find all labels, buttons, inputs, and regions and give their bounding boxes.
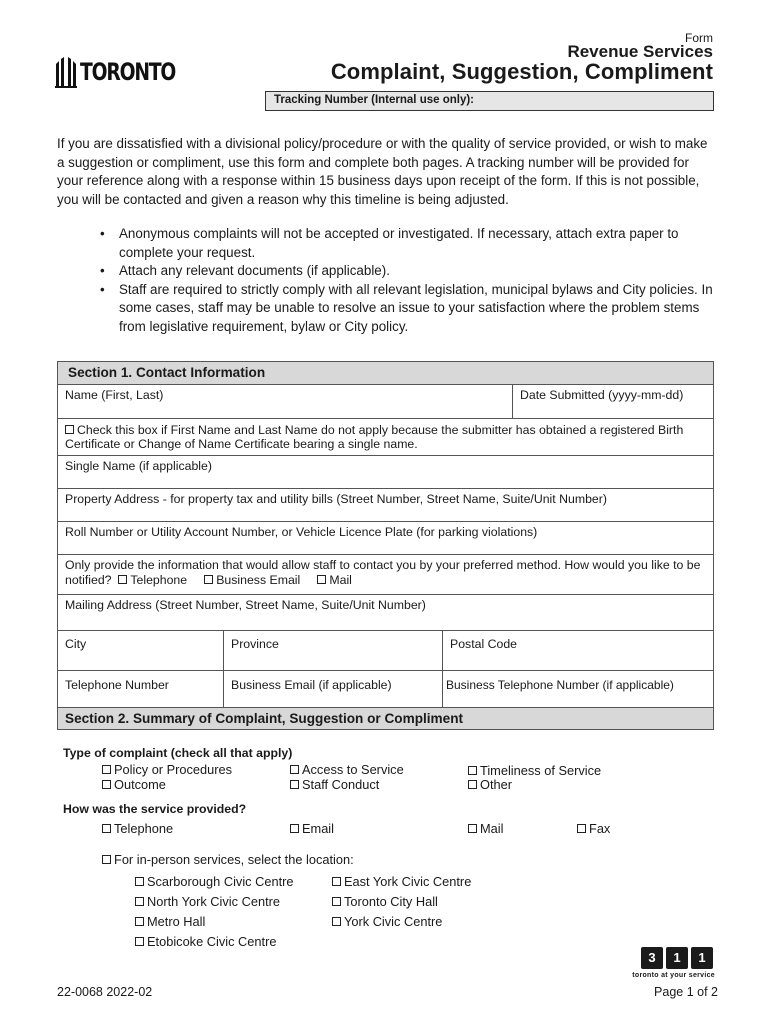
option-label: Access to Service <box>302 762 404 777</box>
location-etobicoke-option[interactable] <box>135 934 276 949</box>
single-name-label: Single Name (if applicable) <box>65 459 212 473</box>
option-label: Other <box>480 777 513 792</box>
notification-preference-row <box>58 554 713 594</box>
checkbox[interactable] <box>332 897 341 906</box>
roll-number-field[interactable] <box>58 521 713 554</box>
business-email-label: Business Email (if applicable) <box>231 678 392 692</box>
business-telephone-label: Business Telephone Number (if applicable) <box>446 678 674 692</box>
option-label: Etobicoke Civic Centre <box>147 934 277 949</box>
checkbox[interactable] <box>135 937 144 946</box>
tracking-number-label: Tracking Number (Internal use only): <box>274 94 475 106</box>
province-label: Province <box>231 637 279 651</box>
province-field[interactable] <box>223 631 442 670</box>
option-label: Staff Conduct <box>302 777 380 792</box>
mailing-address-label: Mailing Address (Street Number, Street Name, Suite/Unit Number) <box>65 598 426 612</box>
option-label: Mail <box>480 821 504 836</box>
tracking-number-field[interactable] <box>265 91 714 111</box>
name-label: Name (First, Last) <box>65 388 164 402</box>
city-label: City <box>65 637 87 651</box>
checkbox[interactable] <box>577 824 586 833</box>
city-hall-icon <box>55 56 77 88</box>
type-access-option[interactable] <box>290 762 404 777</box>
property-address-label: Property Address - for property tax and utility bills (Street Number, Street Name, Suite/Unit Number) <box>65 492 607 506</box>
checkbox[interactable] <box>332 877 341 886</box>
option-label: Telephone <box>114 821 174 836</box>
method-email-option[interactable] <box>290 821 334 836</box>
method-fax-option[interactable] <box>577 821 610 836</box>
type-outcome-option[interactable] <box>102 777 166 792</box>
mailing-address-field[interactable] <box>58 594 713 630</box>
form-label: Form <box>685 31 713 45</box>
option-label: Fax <box>589 821 611 836</box>
checkbox[interactable] <box>135 897 144 906</box>
option-label: Timeliness of Service <box>480 763 602 778</box>
checkbox[interactable] <box>290 824 299 833</box>
type-staff-conduct-option[interactable] <box>290 777 379 792</box>
instruction-item: • Attach any relevant documents (if applicable). <box>100 262 720 281</box>
checkbox[interactable] <box>468 780 477 789</box>
single-name-check-text: Check this box if First Name and Last Name do not apply because the submitter has obtained a registered Birth Certificate or Change of Name Certificate bearing a single name. <box>65 423 684 451</box>
location-scarborough-option[interactable] <box>135 874 294 889</box>
option-label: East York Civic Centre <box>344 874 472 889</box>
service-method-label: How was the service provided? <box>63 802 247 816</box>
location-east-york-option[interactable] <box>332 874 471 889</box>
notify-mail-label: Mail <box>329 572 352 587</box>
notify-mail-checkbox[interactable] <box>317 575 326 584</box>
badge-digit: 1 <box>691 947 713 969</box>
telephone-label: Telephone Number <box>65 678 169 692</box>
type-timeliness-option[interactable] <box>468 763 601 778</box>
location-city-hall-option[interactable] <box>332 894 438 909</box>
postal-code-label: Postal Code <box>450 637 517 651</box>
single-name-checkbox[interactable] <box>65 425 74 434</box>
checkbox[interactable] <box>102 855 111 864</box>
business-email-field[interactable] <box>223 671 442 710</box>
instruction-item: • Staff are required to strictly comply with all relevant legislation, municipal bylaws and City policies. In some cases, staff may be unable to resolve an issue to your satisfaction where the problem stems from legislative requirement, bylaw or City policy. <box>100 281 720 337</box>
type-policy-option[interactable] <box>102 762 232 777</box>
method-mail-option[interactable] <box>468 821 503 836</box>
option-label: North York Civic Centre <box>147 894 280 909</box>
contact-information-section <box>57 361 714 711</box>
checkbox[interactable] <box>102 824 111 833</box>
311-logo <box>641 947 713 969</box>
section1-heading: Section 1. Contact Information <box>58 362 713 384</box>
badge-digit: 1 <box>666 947 688 969</box>
logo-wordmark: TORONTO <box>80 58 176 86</box>
checkbox[interactable] <box>102 765 111 774</box>
option-label: Policy or Procedures <box>114 762 233 777</box>
notify-telephone-checkbox[interactable] <box>118 575 127 584</box>
checkbox[interactable] <box>468 824 477 833</box>
in-person-option[interactable] <box>102 852 354 867</box>
notify-telephone-label: Telephone <box>130 572 188 587</box>
roll-number-label: Roll Number or Utility Account Number, or Vehicle Licence Plate (for parking violations) <box>65 525 538 539</box>
checkbox[interactable] <box>135 917 144 926</box>
page-number: Page 1 of 2 <box>654 985 718 999</box>
city-of-toronto-logo <box>55 54 175 94</box>
option-label: Metro Hall <box>147 914 206 929</box>
telephone-field[interactable] <box>58 671 223 710</box>
option-label: Toronto City Hall <box>344 894 438 909</box>
option-label: For in-person services, select the location: <box>114 852 354 867</box>
method-telephone-option[interactable] <box>102 821 173 836</box>
single-name-field[interactable] <box>58 455 713 488</box>
form-code: 22-0068 2022-02 <box>57 985 153 999</box>
instruction-item: • Anonymous complaints will not be accepted or investigated. If necessary, attach extra paper to complete your request. <box>100 225 720 262</box>
single-name-checkbox-row[interactable] <box>58 418 713 455</box>
instructions-list <box>100 225 720 336</box>
checkbox[interactable] <box>332 917 341 926</box>
location-york-option[interactable] <box>332 914 442 929</box>
checkbox[interactable] <box>135 877 144 886</box>
date-submitted-field[interactable] <box>512 385 713 418</box>
311-tagline: toronto at your service <box>632 972 715 979</box>
type-other-option[interactable] <box>468 777 512 792</box>
badge-digit: 3 <box>641 947 663 969</box>
complaint-type-label: Type of complaint (check all that apply) <box>63 746 293 760</box>
department-name: Revenue Services <box>567 42 713 61</box>
checkbox[interactable] <box>290 780 299 789</box>
checkbox[interactable] <box>468 766 477 775</box>
intro-paragraph: If you are dissatisfied with a divisional policy/procedure or with the quality of service provided, or wish to make a suggestion or compliment, use this form and complete both pages. A tracking number will be provided for your reference along with a response within 15 business days upon receipt of the form. If this is not possible, you will be contacted and given a reason why this timeline is being adjusted. <box>57 136 708 207</box>
property-address-field[interactable] <box>58 488 713 521</box>
notify-text: Only provide the information that would allow staff to contact you by your preferred method. How would you like to be notified? <box>65 558 701 587</box>
postal-code-field[interactable] <box>442 631 713 670</box>
name-field[interactable] <box>58 385 512 418</box>
location-metro-hall-option[interactable] <box>135 914 205 929</box>
city-field[interactable] <box>58 631 223 670</box>
section2-heading: Section 2. Summary of Complaint, Suggestion or Compliment <box>57 707 714 730</box>
checkbox[interactable] <box>102 780 111 789</box>
checkbox[interactable] <box>290 765 299 774</box>
notify-email-checkbox[interactable] <box>204 575 213 584</box>
business-telephone-field[interactable] <box>442 671 713 710</box>
option-label: Scarborough Civic Centre <box>147 874 294 889</box>
option-label: York Civic Centre <box>344 914 443 929</box>
page-title: Complaint, Suggestion, Compliment <box>330 59 713 84</box>
date-label: Date Submitted (yyyy-mm-dd) <box>520 388 684 402</box>
notify-email-label: Business Email <box>216 572 301 587</box>
option-label: Email <box>302 821 334 836</box>
location-north-york-option[interactable] <box>135 894 280 909</box>
option-label: Outcome <box>114 777 166 792</box>
